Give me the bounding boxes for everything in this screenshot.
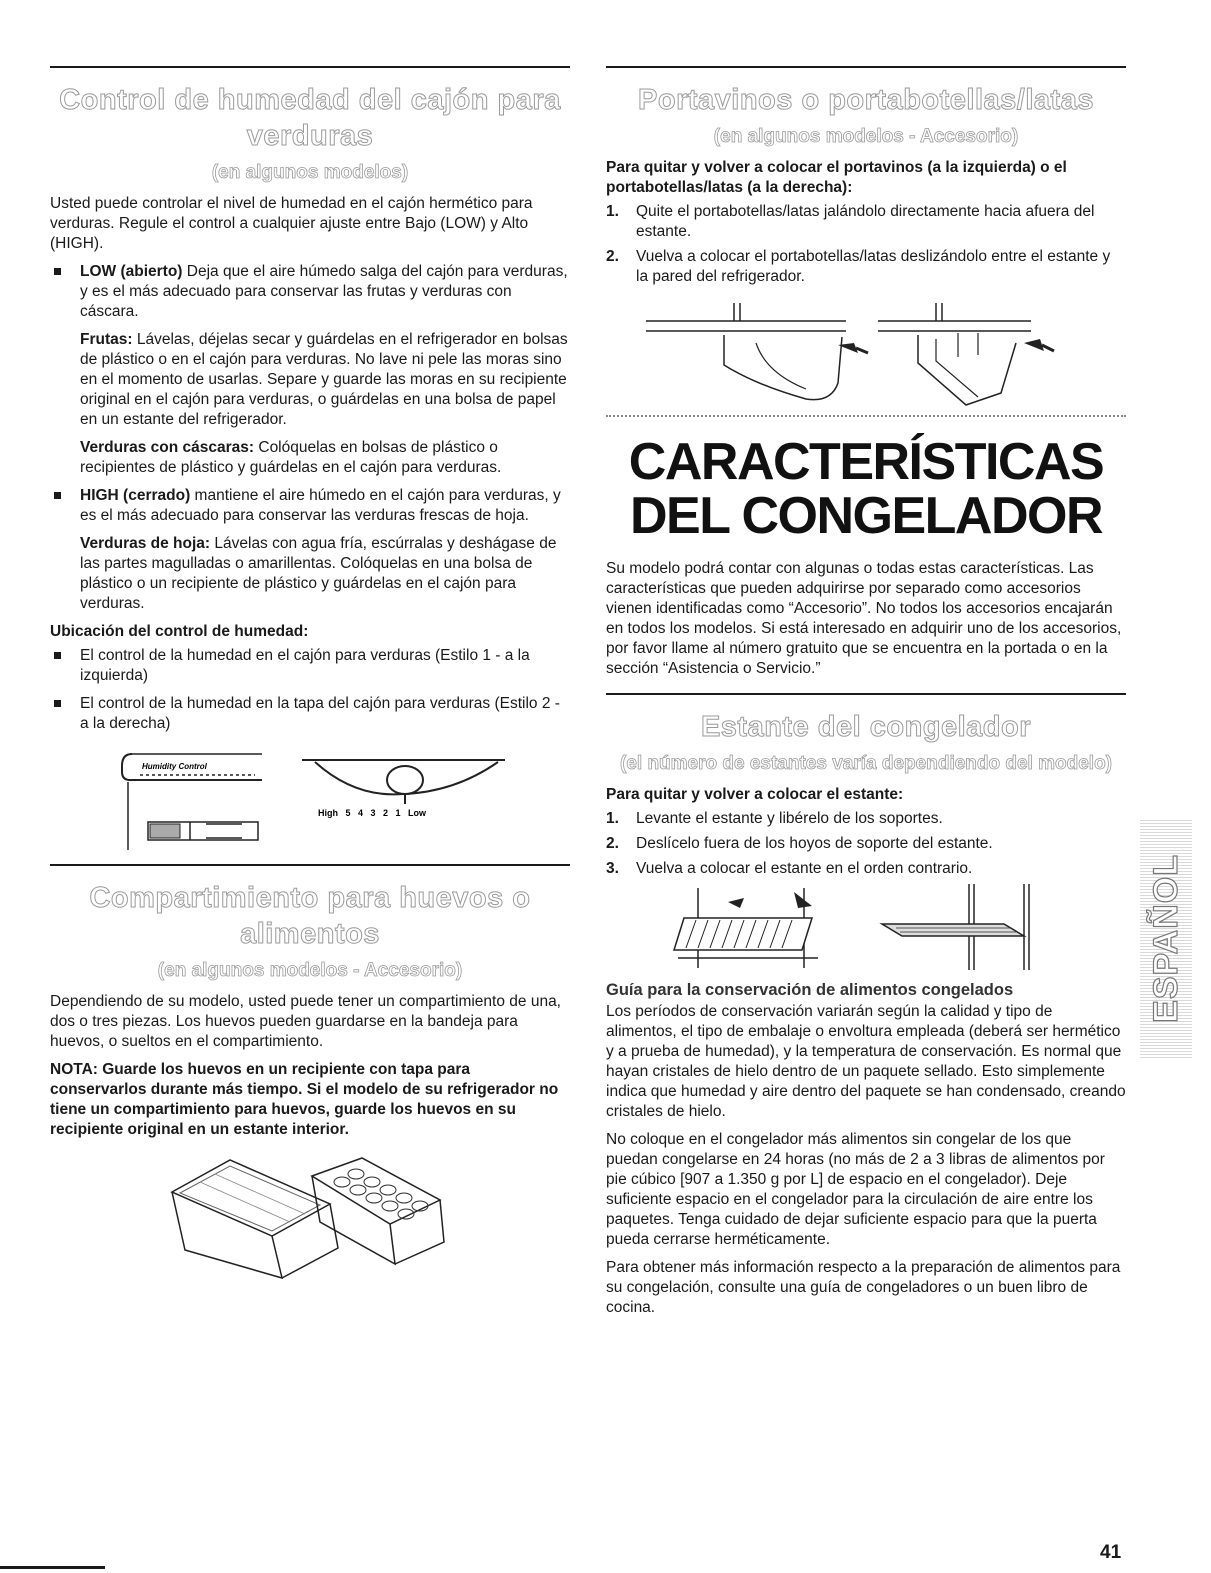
frozen-guide-heading: Guía para la conservación de alimentos congelados	[606, 981, 1014, 999]
wine-rack-illustration	[606, 293, 1126, 411]
humidity-control-illustration	[50, 742, 570, 852]
humidity-intro: Usted puede controlar el nivel de humedad en el cajón hermético para verduras. Regule el control a cualquier ajuste entre Bajo (LOW) y Alto (HIGH).	[50, 195, 533, 252]
dotted-divider	[606, 415, 1126, 417]
left-column	[50, 66, 570, 1282]
page-number: 41	[1100, 1542, 1122, 1563]
hoja-paragraph	[50, 534, 570, 614]
wine-step: 2. Vuelva a colocar el portabotellas/latas deslizándolo entre el estante y la pared del refrigerador.	[606, 248, 1111, 285]
hoja-label: Verduras de hoja:	[80, 535, 211, 552]
frutas-label: Frutas:	[80, 331, 133, 348]
frozen-guide-paragraph: Los períodos de conservación variarán según la calidad y tipo de alimentos, el tipo de embalaje o envoltura empleada (deberá ser hermético y a prueba de humedad), y la temperatura de conservación. Es normal que hayan cristales de hielo dentro de un paquete sellado. Esto simplemente indica que humedad y aire dentro del paquete se han condensado, creando cristales de hielo.	[606, 1003, 1126, 1120]
section-rule	[606, 66, 1126, 68]
humidity-subtitle: (en algunos modelos)	[211, 162, 409, 183]
ubicacion-item: El control de la humedad en la tapa del cajón para verduras (Estilo 2 - a la derecha)	[50, 694, 570, 734]
shelf-subtitle: (el número de estantes varía dependiendo del modelo)	[620, 753, 1112, 774]
wine-heading: Para quitar y volver a colocar el portavinos (a la izquierda) o el portabotellas/latas (a la derecha):	[606, 159, 1067, 196]
low-text: Deja que el aire húmedo salga del cajón para verduras, y es el más adecuado para conservar las frutas y verduras con cáscara.	[80, 263, 568, 320]
frutas-paragraph	[50, 330, 570, 430]
wine-step: 1. Quite el portabotellas/latas jalándolo directamente hacia afuera del estante.	[606, 203, 1095, 240]
humidity-scale-labels: High 5 4 3 2 1 Low	[318, 808, 427, 818]
language-side-tab	[1140, 818, 1192, 1058]
humidity-title: Control de humedad del cajón para verduras	[59, 84, 561, 152]
shelf-heading: Para quitar y volver a colocar el estante:	[606, 786, 904, 803]
humidity-control-label: Humidity Control	[142, 762, 207, 771]
high-label: HIGH (cerrado)	[80, 487, 191, 504]
footer-bar	[0, 1566, 105, 1569]
wine-step-text: Vuelva a colocar el portabotellas/latas deslizándolo entre el estante y la pared del refrigerador.	[636, 248, 1111, 285]
shelf-step: 2. Deslícelo fuera de los hoyos de soporte del estante.	[606, 835, 993, 852]
shelf-title: Estante del congelador	[700, 711, 1032, 743]
freezer-shelf-illustration	[606, 884, 1126, 972]
frutas-text: Lávelas, déjelas secar y guárdelas en el refrigerador en bolsas de plástico o en el cajón para verduras. No lave ni pele las moras sino en el momento de usarlas. Separe y guarde las moras en su recipiente original en el cajón para verduras, o guárdelas en una bolsa de papel en un estante del refrigerador.	[80, 331, 568, 428]
shelf-step-text: Deslícelo fuera de los hoyos de soporte del estante.	[636, 835, 993, 852]
low-bullet	[50, 262, 570, 322]
shelf-step-text: Levante el estante y libérelo de los soportes.	[636, 810, 943, 827]
freezer-features-title: CARACTERÍSTICAS DEL CONGELADOR	[628, 433, 1104, 545]
shelf-step: 3. Vuelva a colocar el estante en el orden contrario.	[606, 860, 973, 877]
section-rule	[50, 66, 570, 68]
eggs-subtitle: (en algunos modelos - Accesorio)	[157, 960, 463, 981]
eggs-title: Compartimiento para huevos o alimentos	[89, 882, 531, 950]
language-side-tab-label: ESPAÑOL	[1146, 853, 1185, 1023]
section-rule	[50, 864, 570, 866]
high-bullet	[50, 486, 570, 526]
section-rule	[606, 693, 1126, 695]
cascaras-paragraph	[50, 438, 570, 478]
shelf-step: 1. Levante el estante y libérelo de los soportes.	[606, 810, 943, 827]
wine-title: Portavinos o portabotellas/latas	[638, 84, 1094, 116]
ubicacion-item: El control de la humedad en el cajón para verduras (Estilo 1 - a la izquierda)	[50, 646, 570, 686]
high-text: mantiene el aire húmedo en el cajón para verduras, y es el más adecuado para conservar las verduras frescas de hoja.	[80, 487, 561, 524]
cascaras-text: Colóquelas en bolsas de plástico o recipientes de plástico y guárdelas en el cajón para verduras.	[80, 439, 502, 476]
frozen-guide-paragraph: Para obtener más información respecto a la preparación de alimentos para su congelación, consulte una guía de congeladores o un buen libro de cocina.	[606, 1259, 1121, 1316]
wine-step-text: Quite el portabotellas/latas jalándolo directamente hacia afuera del estante.	[636, 203, 1095, 240]
eggs-intro: Dependiendo de su modelo, usted puede tener un compartimiento de una, dos o tres piezas. Los huevos pueden guardarse en la bandeja para huevos, o sueltos en el compartimiento.	[50, 993, 561, 1050]
right-column	[606, 66, 1126, 1326]
hoja-text: Lávelas con agua fría, escúrralas y deshágase de las partes magulladas o amarillentas. Colóquelas en una bolsa de plástico o un recipiente de plástico y guárdelas en el cajón para verduras.	[80, 535, 557, 612]
low-label: LOW (abierto)	[80, 263, 183, 280]
freezer-intro: Su modelo podrá contar con algunas o todas estas características. Las características que pueden adquirirse por separado como accesorios vienen identificadas como “Accesorio”. No todos los accesorios encajarán en todos los modelos. Si está interesado en adquirir uno de los accesorios, por favor llame al número gratuito que se encuentra en la portada o en la sección “Asistencia o Servicio.”	[606, 560, 1122, 677]
egg-bin-illustration	[50, 1152, 570, 1282]
cascaras-label: Verduras con cáscaras:	[80, 439, 255, 456]
ubicacion-heading: Ubicación del control de humedad:	[50, 623, 309, 640]
shelf-step-text: Vuelva a colocar el estante en el orden contrario.	[636, 860, 973, 877]
wine-subtitle: (en algunos modelos - Accesorio)	[713, 126, 1019, 147]
frozen-guide-paragraph: No coloque en el congelador más alimentos sin congelar de los que puedan congelarse en 24 horas (no más de 2 a 3 libras de alimentos por pie cúbico [907 a 1.350 g por L] de espacio en el congelador). Deje suficiente espacio en el congelador para la circulación de aire entre los paquetes. Tenga cuidado de dejar suficiente espacio para que la puerta pueda cerrarse herméticamente.	[606, 1131, 1105, 1248]
eggs-note: NOTA: Guarde los huevos en un recipiente con tapa para conservarlos durante más tiempo. Si el modelo de su refrigerador no tiene un compartimiento para huevos, guarde los huevos en su recipiente original en un estante interior.	[50, 1061, 559, 1138]
